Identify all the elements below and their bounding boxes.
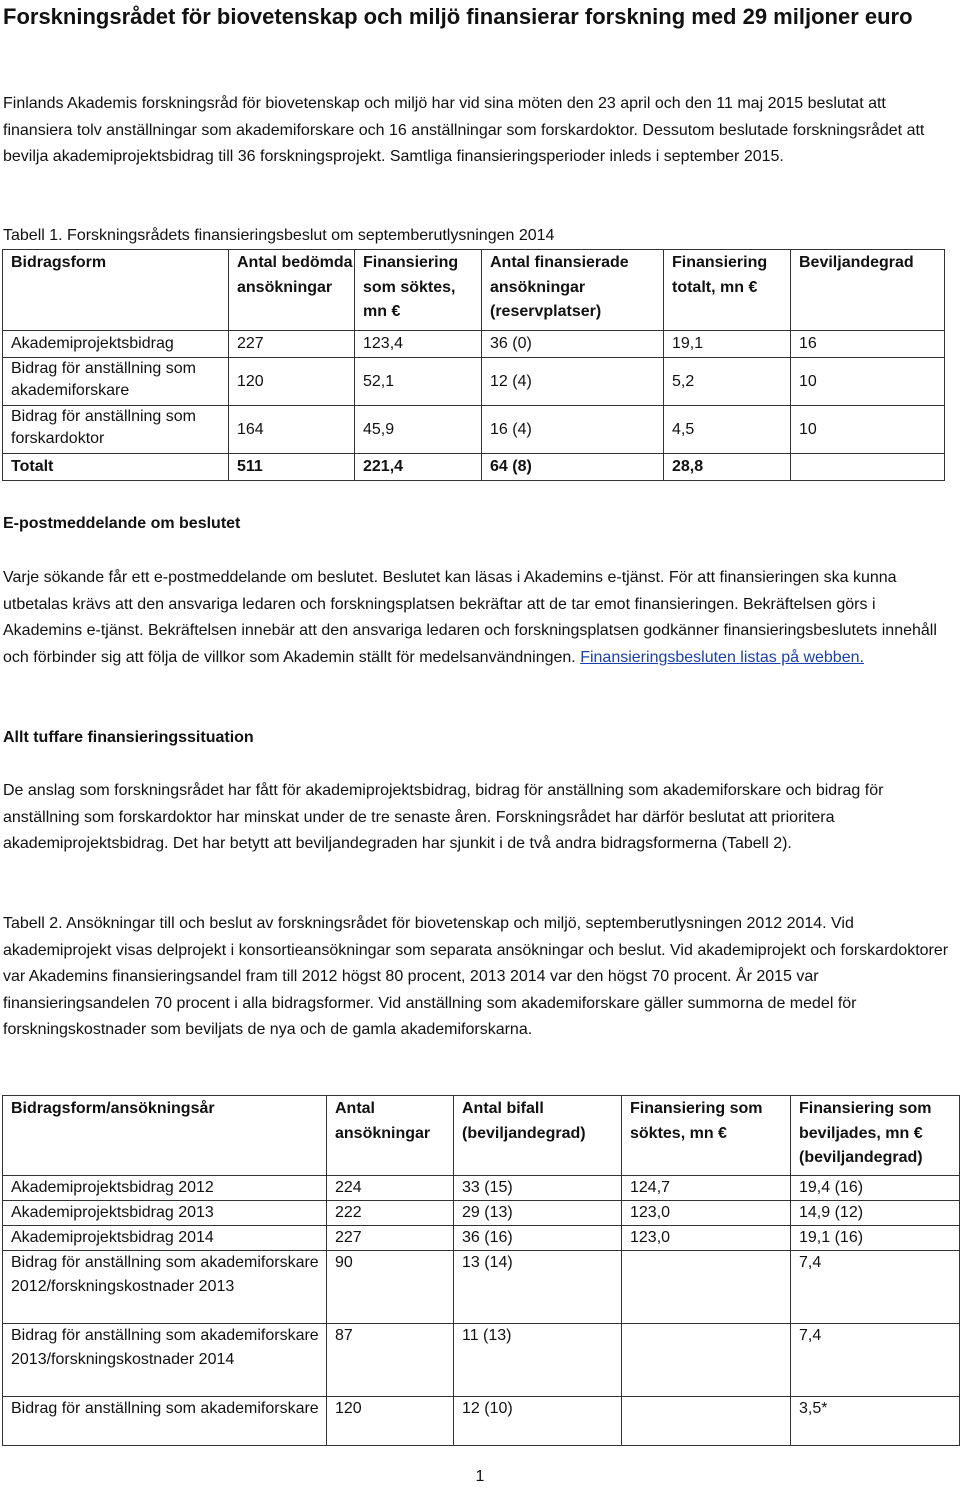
table-cell: 36 (16) (454, 1226, 622, 1251)
table-cell: 90 (327, 1251, 454, 1324)
table-cell: 45,9 (355, 406, 482, 454)
table-cell: 13 (14) (454, 1251, 622, 1324)
table1-funding-decisions (2, 249, 945, 481)
table-cell: 120 (327, 1397, 454, 1446)
table-row (3, 1397, 960, 1446)
table-cell (791, 454, 945, 481)
table2-caption: Tabell 2. Ansökningar till och beslut av forskningsrådet för biovetenskap och miljö, septemberutlysningen 2012 2014. Vid akademiprojekt visas delprojekt i konsortieansökningar som separata ansökningar och beslut. Vid akademiprojekt och forskardoktorer var Akademins finansieringsandel fram till 2012 högst 80 procent, 2013 2014 var den högst 70 procent. År 2015 var finansieringsandelen 70 procent i alla bidragsformer. Vid anställning som akademiforskare gäller summorna de medel för forskningskostnader som beviljats de nya och de gamla akademiforskarna. (3, 915, 949, 1038)
table-cell: 64 (8) (482, 454, 664, 481)
page-title: Forskningsrådet för biovetenskap och miljö finansierar forskning med 29 miljoner euro (3, 4, 913, 29)
table1-header-cell: Antal finansierade ansökningar (reservplatser) (482, 250, 664, 331)
table-cell: Akademiprojektsbidrag 2012 (3, 1176, 327, 1201)
table-cell: 7,4 (791, 1324, 960, 1397)
table-cell: 10 (791, 358, 945, 406)
table-cell: 14,9 (12) (791, 1201, 960, 1226)
table-cell: Bidrag för anställning som akademiforskare (3, 358, 229, 406)
table-cell: 33 (15) (454, 1176, 622, 1201)
table1-caption: Tabell 1. Forskningsrådets finansieringsbeslut om septemberutlysningen 2014 (3, 227, 555, 244)
table1-header-cell: Finansiering totalt, mn € (664, 250, 791, 331)
situation-paragraph: De anslag som forskningsrådet har fått för akademiprojektsbidrag, bidrag för anställning som akademiforskare och bidrag för anställning som forskardoktor har minskat under de tre senaste åren. Forskningsrådet har därför beslutat att prioritera akademiprojektsbidrag. Det har betytt att beviljandegraden har sjunkit i de två andra bidragsformerna (Tabell 2). (3, 782, 884, 852)
table-cell: 164 (229, 406, 355, 454)
table-cell: 12 (4) (482, 358, 664, 406)
table-row (3, 1201, 960, 1226)
table-row (3, 406, 945, 454)
decisions-list-link[interactable]: Finansieringsbesluten listas på webben. (580, 648, 864, 666)
table-row (3, 1324, 960, 1397)
table-cell: 7,4 (791, 1251, 960, 1324)
table-cell: Bidrag för anställning som akademiforskare 2012/forskningskostnader 2013 (3, 1251, 327, 1324)
table-cell: 16 (4) (482, 406, 664, 454)
table-cell: 511 (229, 454, 355, 481)
table-cell: Akademiprojektsbidrag 2014 (3, 1226, 327, 1251)
email-paragraph (3, 565, 953, 671)
table-row (3, 331, 945, 358)
table-cell: 87 (327, 1324, 454, 1397)
table-cell: 3,5* (791, 1397, 960, 1446)
table-cell (622, 1324, 791, 1397)
table-cell: 12 (10) (454, 1397, 622, 1446)
table-cell: 123,0 (622, 1201, 791, 1226)
table1-header-cell: Beviljandegrad (791, 250, 945, 331)
table2-header-cell: Finansiering som beviljades, mn € (beviljandegrad) (791, 1096, 960, 1176)
table-cell: 16 (791, 331, 945, 358)
table-cell: 5,2 (664, 358, 791, 406)
email-text: Varje sökande får ett e-postmeddelande om beslutet. Beslutet kan läsas i Akademins e-tjänst. För att finansieringen ska kunna utbetalas krävs att den ansvariga ledaren och forskningsplatsen bekräftar att de tar emot finansieringen. Bekräftelsen görs i Akademins e-tjänst. Bekräftelsen innebär att den ansvariga ledaren och forskningsplatsen godkänner finansieringsbeslutets innehåll och förbinder sig att följa de villkor som Akademin ställt för medelsanvändningen. (3, 569, 937, 666)
table1-header-cell: Bidragsform (3, 250, 229, 331)
table-cell: 227 (229, 331, 355, 358)
table1-header-cell: Finansiering som söktes, mn € (355, 250, 482, 331)
table-row (3, 1176, 960, 1201)
table-cell: Bidrag för anställning som akademiforskare 2013/forskningskostnader 2014 (3, 1324, 327, 1397)
table-cell (622, 1397, 791, 1446)
table2-header-cell: Antal ansökningar (327, 1096, 454, 1176)
table-cell: 10 (791, 406, 945, 454)
table-cell: 36 (0) (482, 331, 664, 358)
table2-header-cell: Antal bifall (beviljandegrad) (454, 1096, 622, 1176)
email-heading: E-postmeddelande om beslutet (3, 515, 241, 532)
table-cell: 123,0 (622, 1226, 791, 1251)
table-row (3, 1251, 960, 1324)
table2-applications-history (2, 1095, 960, 1446)
table2-header-cell: Finansiering som söktes, mn € (622, 1096, 791, 1176)
table-cell: 19,1 (16) (791, 1226, 960, 1251)
table2-header-cell: Bidragsform/ansökningsår (3, 1096, 327, 1176)
table-cell: Akademiprojektsbidrag 2013 (3, 1201, 327, 1226)
table-cell: 124,7 (622, 1176, 791, 1201)
table-cell: 52,1 (355, 358, 482, 406)
table1-header-cell: Antal bedömda ansökningar (229, 250, 355, 331)
table-cell: 221,4 (355, 454, 482, 481)
page-number: 1 (475, 1468, 485, 1485)
table-cell: 227 (327, 1226, 454, 1251)
table1-total-row (3, 454, 945, 481)
table-cell: 224 (327, 1176, 454, 1201)
table1-header-row (3, 250, 945, 331)
table-cell: 222 (327, 1201, 454, 1226)
table-cell: 29 (13) (454, 1201, 622, 1226)
table-cell: 123,4 (355, 331, 482, 358)
table-cell: 28,8 (664, 454, 791, 481)
table-cell: Akademiprojektsbidrag (3, 331, 229, 358)
table-cell: Totalt (3, 454, 229, 481)
table2-header-row (3, 1096, 960, 1176)
intro-paragraph: Finlands Akademis forskningsråd för biovetenskap och miljö har vid sina möten den 23 april och den 11 maj 2015 beslutat att finansiera tolv anställningar som akademiforskare och 16 anställningar som forskardoktor. Dessutom beslutade forskningsrådet att bevilja akademiprojektsbidrag till 36 forskningsprojekt. Samtliga finansieringsperioder inleds i september 2015. (3, 95, 925, 165)
table-cell: 120 (229, 358, 355, 406)
table-cell: 19,4 (16) (791, 1176, 960, 1201)
table-cell: 11 (13) (454, 1324, 622, 1397)
table-cell: 19,1 (664, 331, 791, 358)
table-cell: Bidrag för anställning som akademiforskare (3, 1397, 327, 1446)
table-cell: Bidrag för anställning som forskardoktor (3, 406, 229, 454)
table-row (3, 358, 945, 406)
table-cell: 4,5 (664, 406, 791, 454)
table-row (3, 1226, 960, 1251)
situation-heading: Allt tuffare finansieringssituation (3, 729, 254, 746)
table-cell (622, 1251, 791, 1324)
